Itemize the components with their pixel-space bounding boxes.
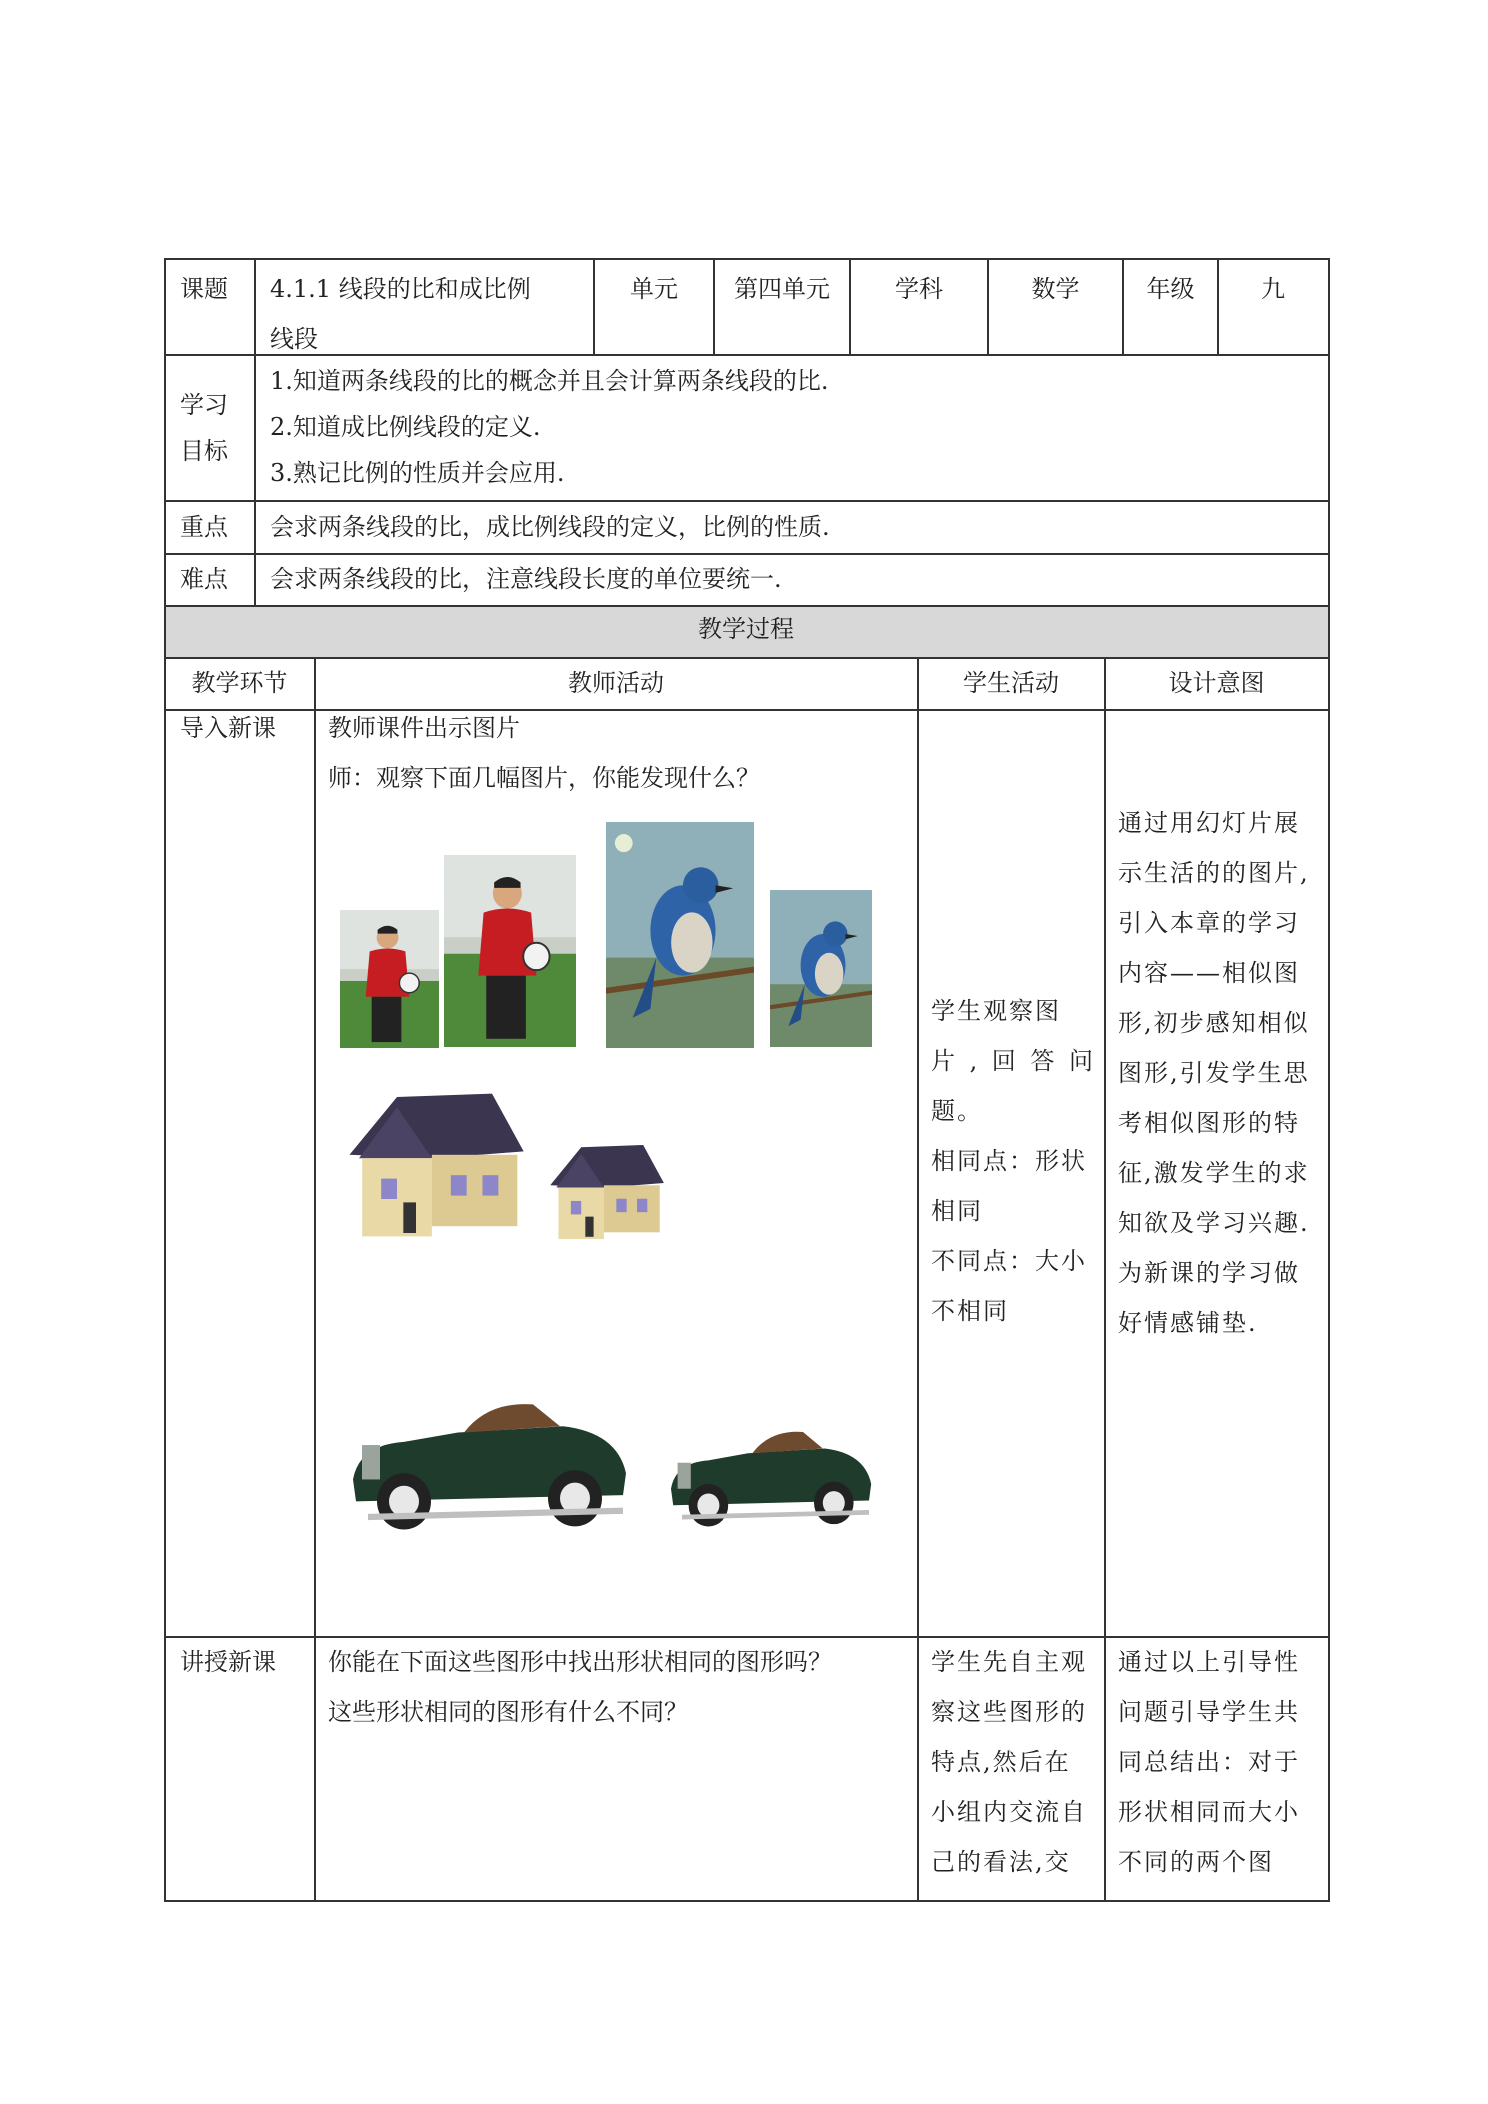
bird-photo-small bbox=[770, 890, 872, 1047]
grade-label: 年级 bbox=[1146, 275, 1195, 303]
topic-value: 4.1.1 线段的比和成比例 线段 bbox=[270, 275, 531, 353]
key-points-label: 重点 bbox=[180, 513, 228, 541]
student-activity-new-lesson: 学生先自主观 察这些图形的 特点,然后在 小组内交流自 己的看法,交 bbox=[931, 1648, 1087, 1876]
teacher-activity-new-lesson: 你能在下面这些图形中找出形状相同的图形吗？ 这些形状相同的图形有什么不同？ bbox=[328, 1648, 832, 1726]
boy-photo-small bbox=[340, 910, 439, 1048]
subject-value: 数学 bbox=[1031, 275, 1080, 303]
subject-label: 学科 bbox=[895, 275, 943, 303]
teacher-activity-intro: 教师课件出示图片 师：观察下面几幅图片，你能发现什么？ bbox=[328, 714, 760, 792]
column-header-intent: 设计意图 bbox=[1168, 669, 1265, 697]
grade-value: 九 bbox=[1261, 275, 1285, 303]
stage-intro: 导入新课 bbox=[180, 714, 276, 742]
column-header-student: 学生活动 bbox=[963, 669, 1059, 697]
objective-item: 1.知道两条线段的比的概念并且会计算两条线段的比. bbox=[270, 367, 829, 395]
car-large bbox=[338, 1370, 638, 1542]
table-border bbox=[1104, 657, 1106, 1902]
unit-label: 单元 bbox=[630, 275, 678, 303]
student-activity-intro: 学生观察图 片,回答问题。 相同点：形状 相同 不同点：大小 不相同 bbox=[931, 997, 1095, 1325]
topic-label: 课题 bbox=[180, 275, 228, 303]
unit-value: 第四单元 bbox=[734, 275, 830, 303]
process-title: 教学过程 bbox=[698, 615, 794, 643]
table-border bbox=[314, 657, 316, 1902]
column-header-stage: 教学环节 bbox=[191, 669, 288, 697]
table-border bbox=[164, 1900, 1330, 1902]
boy-photo-large bbox=[444, 855, 576, 1047]
design-intent-new-lesson: 通过以上引导性 问题引导学生共 同总结出：对于 形状相同而大小 不同的两个图 bbox=[1118, 1648, 1300, 1876]
table-border bbox=[1328, 258, 1330, 1902]
house-small bbox=[544, 1136, 668, 1248]
difficulties-label: 难点 bbox=[180, 565, 228, 593]
objectives-list bbox=[270, 358, 1320, 496]
table-border bbox=[164, 258, 166, 1902]
objective-item: 2.知道成比例线段的定义. bbox=[270, 413, 541, 441]
car-small bbox=[660, 1406, 880, 1536]
design-intent-intro: 通过用幻灯片展 示生活的的图片, 引入本章的学习 内容——相似图 形,初步感知相似 图形,引发学生思 考相似图形的特 征,激发学生的求 知欲及学习兴趣. 为新课的学习做 好情感铺垫. bbox=[1118, 809, 1310, 1337]
table-border bbox=[917, 657, 919, 1902]
column-header-teacher: 教师活动 bbox=[568, 669, 664, 697]
objectives-label: 学习 目标 bbox=[180, 391, 228, 465]
house-large bbox=[340, 1080, 530, 1250]
difficulties-text: 会求两条线段的比，注意线段长度的单位要统一. bbox=[270, 565, 782, 593]
key-points-text: 会求两条线段的比，成比例线段的定义，比例的性质. bbox=[270, 513, 830, 541]
table-border bbox=[164, 258, 1330, 260]
bird-photo-large bbox=[606, 822, 754, 1048]
stage-new-lesson: 讲授新课 bbox=[180, 1648, 276, 1676]
objective-item: 3.熟记比例的性质并会应用. bbox=[270, 459, 565, 487]
table-border bbox=[254, 258, 256, 607]
